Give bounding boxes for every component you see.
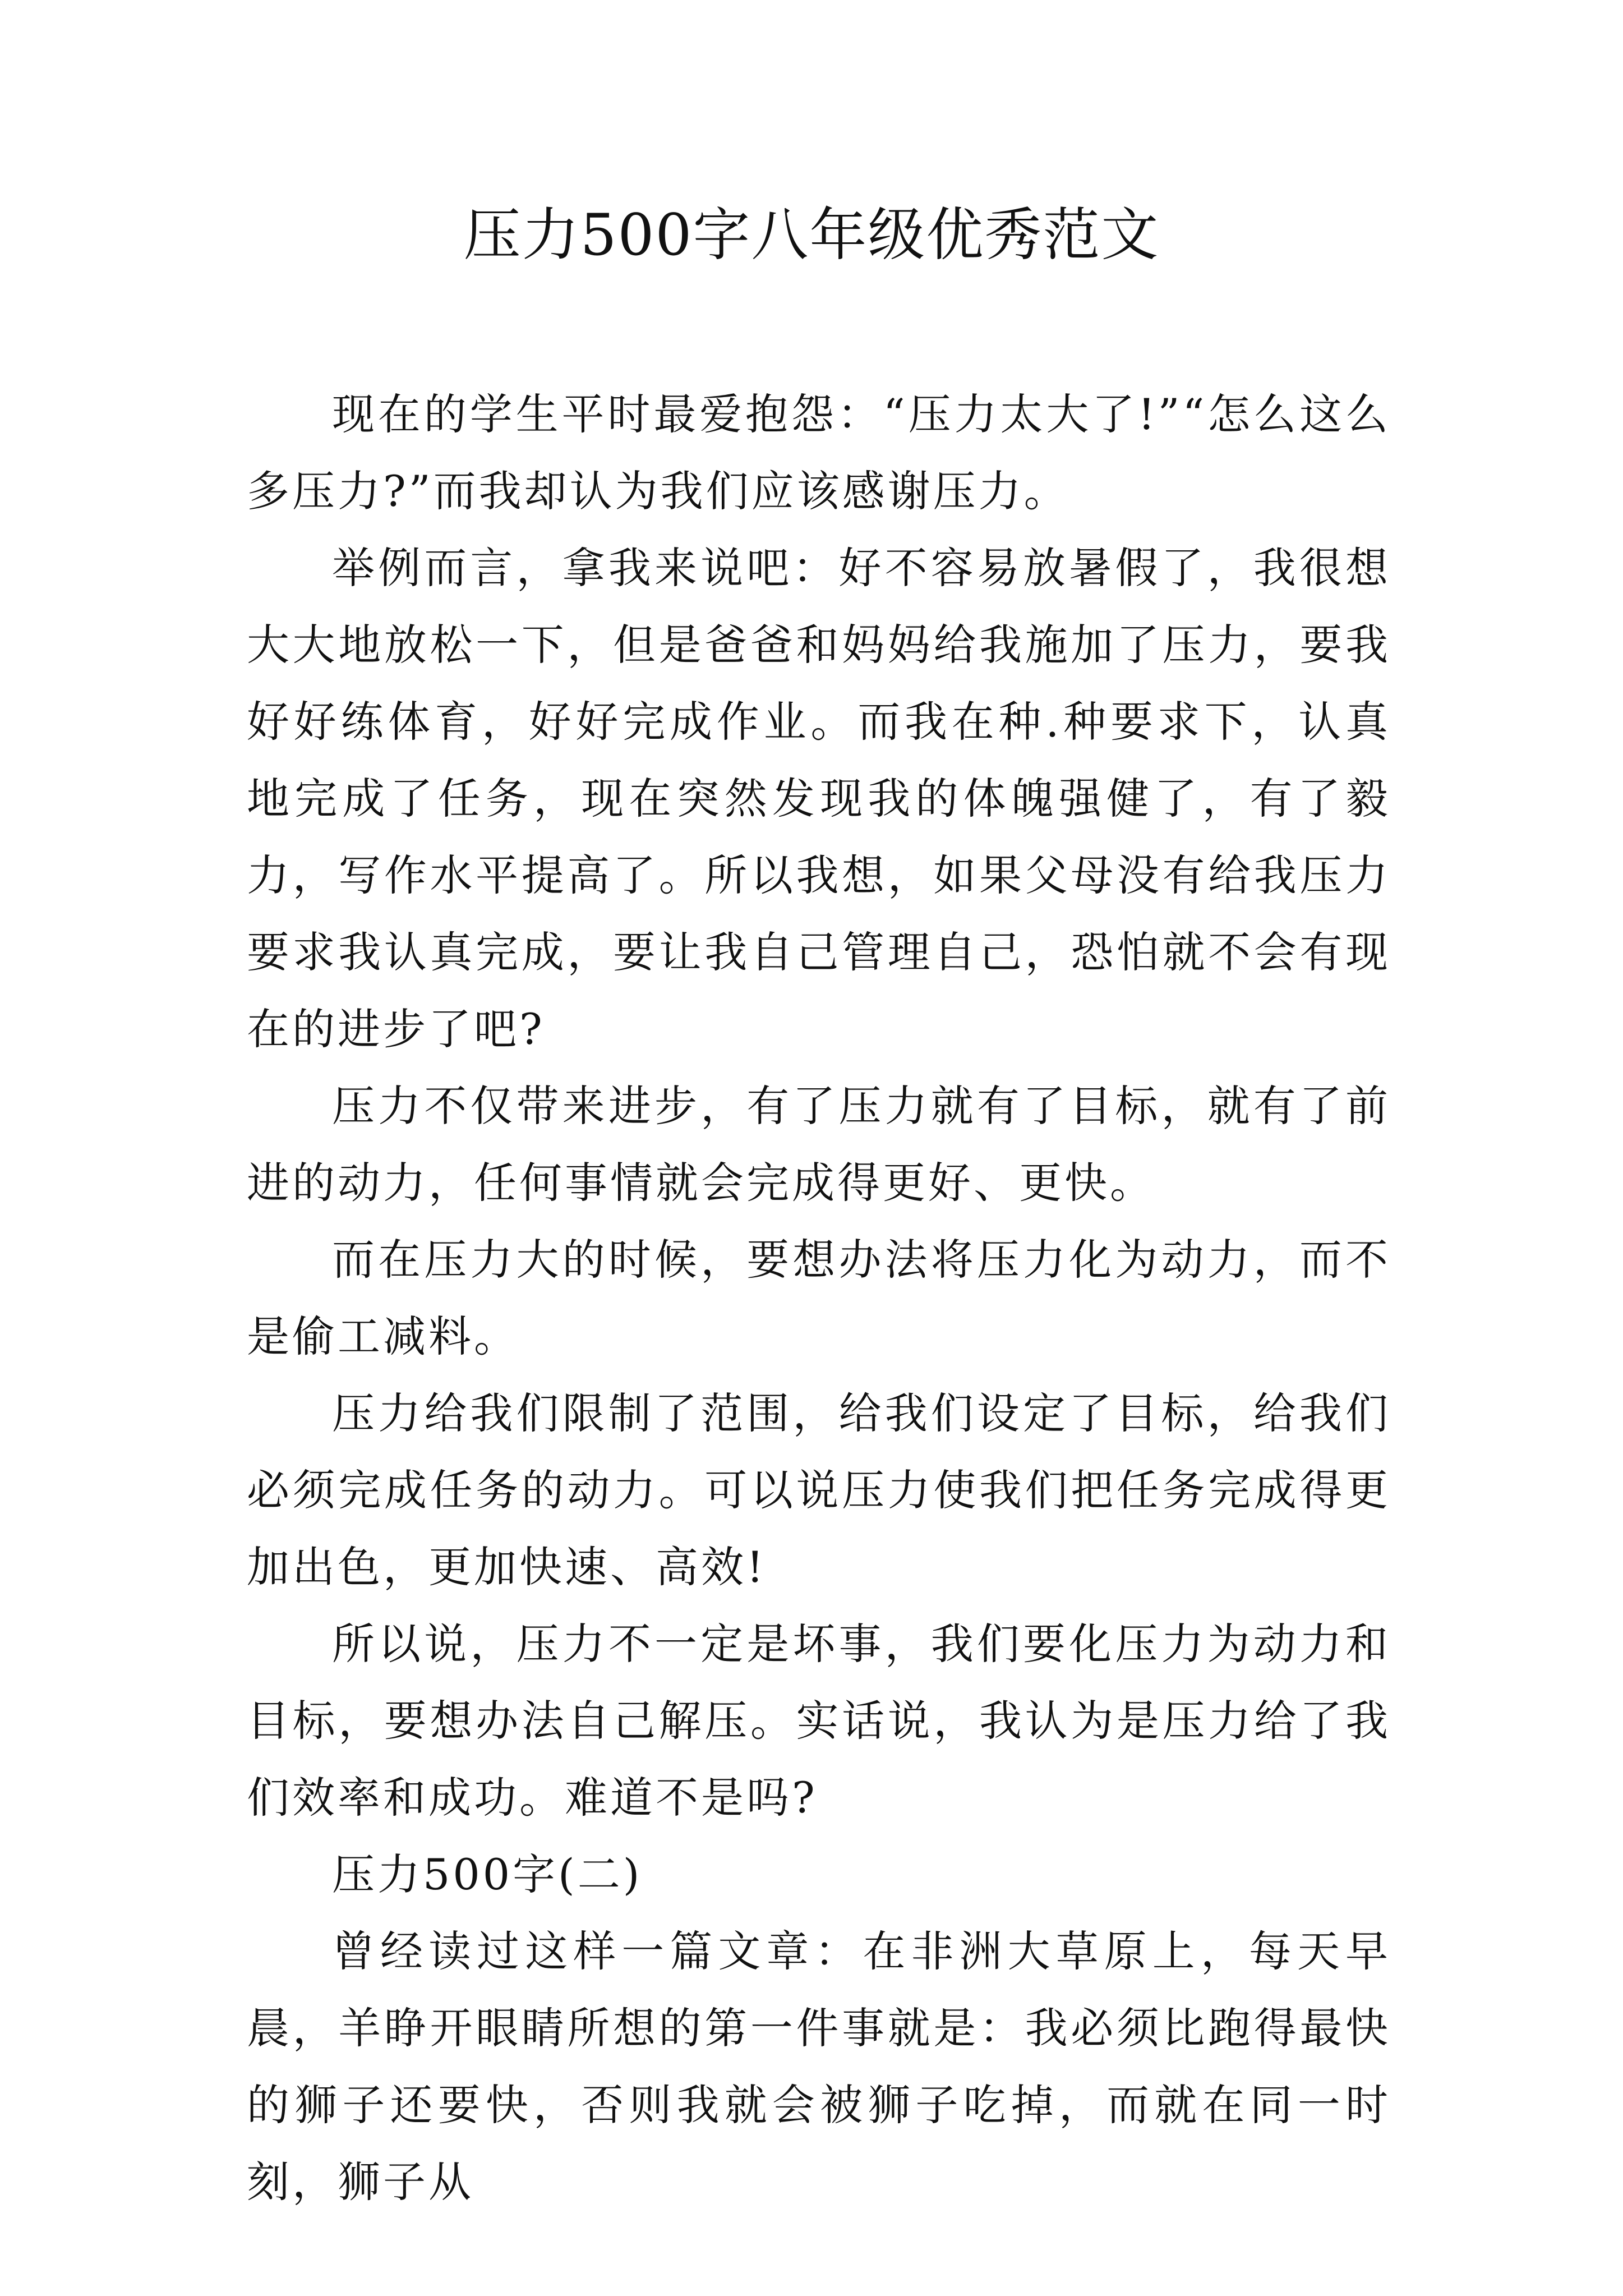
paragraph: 现在的学生平时最爱抱怨：“压力太大了!”“怎么这么多压力?”而我却认为我们应该感谢压力。 xyxy=(247,389,1391,516)
document-body xyxy=(247,376,1391,2220)
paragraph: 举例而言，拿我来说吧：好不容易放暑假了，我很想大大地放松一下，但是爸爸和妈妈给我施加了压力，要我好好练体育，好好完成作业。而我在种.种要求下，认真地完成了任务，现在突然发现我的体魄强健了，有了毅力，写作水平提高了。所以我想，如果父母没有给我压力要求我认真完成，要让我自己管理自己，恐怕就不会有现在的进步了吧? xyxy=(247,543,1391,1054)
paragraph: 所以说，压力不一定是坏事，我们要化压力为动力和目标，要想办法自己解压。实话说，我认为是压力给了我们效率和成功。难道不是吗? xyxy=(247,1619,1391,1823)
paragraph: 压力不仅带来进步，有了压力就有了目标，就有了前进的动力，任何事情就会完成得更好、更快。 xyxy=(247,1081,1391,1208)
document-title: 压力500字八年级优秀范文 xyxy=(463,202,1160,269)
paragraph: 曾经读过这样一篇文章：在非洲大草原上，每天早晨，羊睁开眼睛所想的第一件事就是：我必须比跑得最快的狮子还要快，否则我就会被狮子吃掉，而就在同一时刻，狮子从 xyxy=(247,1926,1391,2207)
paragraph: 而在压力大的时候，要想办法将压力化为动力，而不是偷工减料。 xyxy=(247,1235,1391,1361)
section-heading: 压力500字(二) xyxy=(332,1849,643,1899)
paragraph: 压力给我们限制了范围，给我们设定了目标，给我们必须完成任务的动力。可以说压力使我们把任务完成得更加出色，更加快速、高效! xyxy=(247,1388,1391,1592)
